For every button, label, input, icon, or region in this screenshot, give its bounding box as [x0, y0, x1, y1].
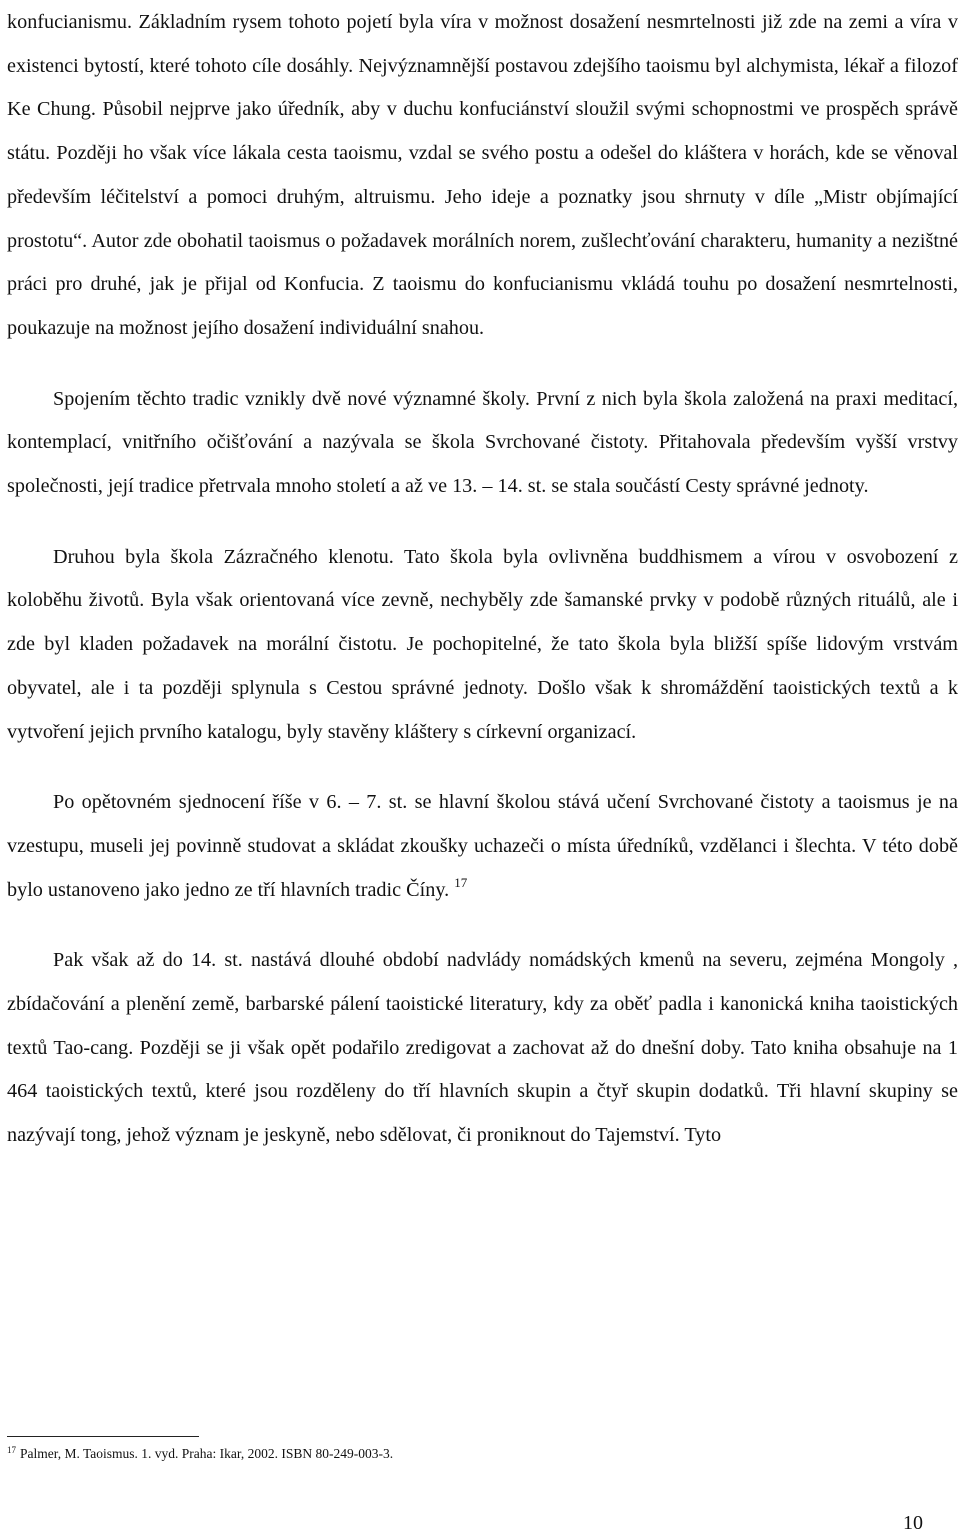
paragraph-1: konfucianismu. Základním rysem tohoto pojetí byla víra v možnost dosažení nesmrtelnosti již zde na zemi a víra v existenci bytostí, které tohoto cíle dosáhly. Nejvýznamnější postavou zdejšího taoismu byl alchymista, lékař a filozof Ke Chung. Působil nejprve jako úředník, aby v duchu konfuciánství sloužil svými schopnostmi ve prospěch správě státu. Později ho však více lákala cesta taoismu, vzdal se svého postu a odešel do kláštera v horách, kde se věnoval především léčitelství a pomoci druhým, altruismu. Jeho ideje a poznatky jsou shrnuty v díle „Mistr objímající prostotu“. Autor zde obohatil taoismus o požadavek morálních norem, zušlechťování charakteru, humanity a nezištné práci pro druhé, jak je přijal od Konfucia. Z taoismu do konfucianismu vkládá touhu po dosažení nesmrtelnosti, poukazuje na možnost jejího dosažení individuální snahou.	[7, 11, 958, 339]
footnote-reference[interactable]: 17	[454, 874, 468, 890]
footnote	[7, 1445, 947, 1463]
paragraph-5: Pak však až do 14. st. nastává dlouhé období nadvlády nomádských kmenů na severu, zejména Mongoly , zbídačování a plenění země, barbarské pálení taoistické literatury, kdy za oběť padla i kanonická kniha taoistických textů Tao-cang. Později se ji však opět podařilo zredigovat a zachovat až do dnešní doby. Tato kniha obsahuje na 1 464 taoistických textů, které jsou rozděleny do tří hlavních skupin a čtyř skupin dodatků. Tři hlavní skupiny se nazývají tong, jehož význam je jeskyně, nebo sdělovat, či proniknout do Tajemství. Tyto	[7, 949, 958, 1147]
footnote-text: Palmer, M. Taoismus. 1. vyd. Praha: Ikar, 2002. ISBN 80-249-003-3.	[20, 1446, 394, 1461]
body-text	[7, 1, 958, 1158]
footnote-number: 17	[7, 1445, 16, 1455]
paragraph-4	[7, 781, 958, 912]
page-number: 10	[903, 1512, 923, 1534]
paragraph-4-text: Po opětovném sjednocení říše v 6. – 7. st. se hlavní školou stává učení Svrchované čistoty a taoismus je na vzestupu, museli jej povinně studovat a skládat zkoušky uchazeči o místa úředníků, vzdělanci i šlechta. V této době bylo ustanoveno jako jedno ze tří hlavních tradic Číny.	[7, 791, 958, 901]
paragraph-3: Druhou byla škola Zázračného klenotu. Tato škola byla ovlivněna buddhismem a vírou v osvobození z koloběhu životů. Byla však orientovaná více zevně, nechyběly zde šamanské prvky v podobě různých rituálů, ale i zde byl kladen požadavek na morální čistotu. Je pochopitelné, že tato škola byla bližší spíše lidovým vrstvám obyvatel, ale i ta později splynula s Cestou správné jednoty. Došlo však k shromáždění taoistických textů a k vytvoření jejich prvního katalogu, byly stavěny kláštery s církevní organizací.	[7, 545, 958, 743]
paragraph-2: Spojením těchto tradic vznikly dvě nové významné školy. První z nich byla škola založená na praxi meditací, kontemplací, vnitřního očišťování a nazývala se škola Svrchované čistoty. Přitahovala především vyšší vrstvy společnosti, její tradice přetrvala mnoho století a až ve 13. – 14. st. se stala součástí Cesty správné jednoty.	[7, 387, 958, 498]
footnote-separator	[7, 1436, 199, 1437]
